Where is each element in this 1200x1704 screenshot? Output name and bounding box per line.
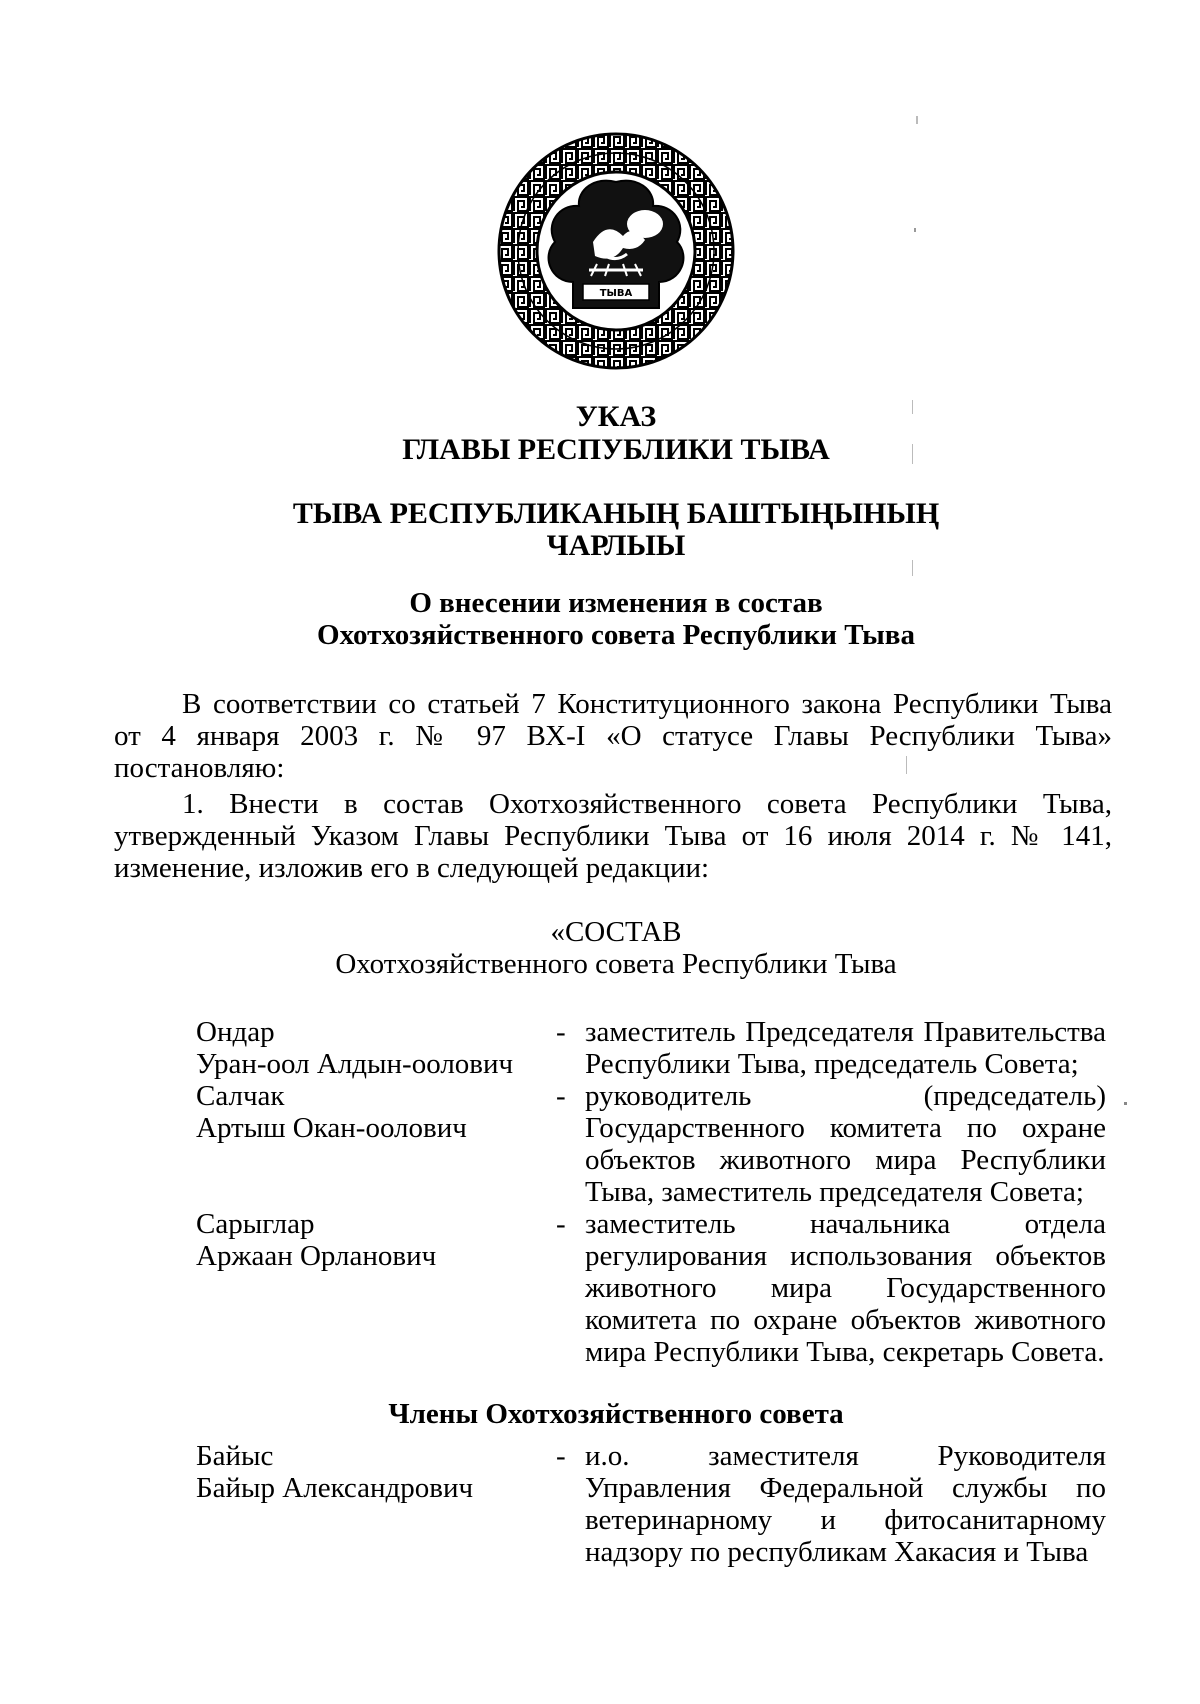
item1-line1: 1. Внести в состав Охотхозяйственного совета Республики Тыва, <box>182 788 1112 820</box>
decree-subject <box>0 587 1200 651</box>
decree-title <box>0 400 1200 466</box>
member-name <box>196 1208 536 1272</box>
composition-heading <box>0 916 1200 980</box>
role-line: Управления Федеральной службы по <box>585 1472 1106 1504</box>
decree-title-line2: ГЛАВЫ РЕСПУБЛИКИ ТЫВА <box>402 433 830 466</box>
scan-speck <box>912 560 913 576</box>
role-line: Республики Тыва, председатель Совета; <box>585 1048 1079 1080</box>
member-surname: Байыс <box>196 1440 274 1472</box>
decree-title-line1: УКАЗ <box>575 400 657 433</box>
role-line: надзору по республикам Хакасия и Тыва <box>585 1536 1089 1568</box>
role-line: заместитель начальника отдела <box>585 1208 1106 1240</box>
preamble-paragraph <box>114 688 1112 784</box>
role-line: регулирования использования объектов <box>585 1240 1106 1272</box>
member-given-names: Байыр Александрович <box>196 1472 474 1504</box>
member-role <box>585 1080 1106 1208</box>
member-surname: Салчак <box>196 1080 285 1112</box>
dash-separator: - <box>556 1208 566 1240</box>
composition-title: «СОСТАВ <box>550 916 682 948</box>
subject-line1: О внесении изменения в состав <box>409 587 823 619</box>
role-line: и.о. заместителя Руководителя <box>585 1440 1106 1472</box>
dash-separator: - <box>556 1080 566 1112</box>
role-line: заместитель Председателя Правительства <box>585 1016 1106 1048</box>
member-surname: Сарыглар <box>196 1208 315 1240</box>
role-line: объектов животного мира Республики <box>585 1144 1106 1176</box>
item1-line3: изменение, изложив его в следующей редакции: <box>114 852 710 884</box>
member-name <box>196 1016 536 1080</box>
role-line: животного мира Государственного <box>585 1272 1106 1304</box>
item1-line2: утвержденный Указом Главы Республики Тыва от 16 июля 2014 г. № 141, <box>114 820 1112 852</box>
member-role <box>585 1016 1106 1080</box>
scan-speck <box>912 444 913 464</box>
scan-speck <box>1124 1102 1127 1105</box>
dash-separator: - <box>556 1016 566 1048</box>
member-surname: Ондар <box>196 1016 275 1048</box>
role-line: комитета по охране объектов животного <box>585 1304 1106 1336</box>
emblem-inscription: ТЫВА <box>599 288 633 299</box>
decree-title-tuvan <box>0 498 1200 562</box>
role-line: руководитель (председатель) <box>585 1080 1106 1112</box>
scan-speck <box>912 400 913 414</box>
scan-speck <box>914 228 916 232</box>
scan-speck <box>916 116 918 124</box>
tuvan-title-line2: ЧАРЛЫЫ <box>546 529 686 562</box>
role-line: Государственного комитета по охране <box>585 1112 1106 1144</box>
tuva-emblem-icon <box>497 132 735 370</box>
tuvan-title-line1: ТЫВА РЕСПУБЛИКАНЫҢ БАШТЫҢЫНЫҢ <box>292 497 940 530</box>
member-given-names: Артыш Окан-оолович <box>196 1112 467 1144</box>
members-heading: Члены Охотхозяйственного совета <box>388 1398 844 1430</box>
role-line: Тыва, заместитель председателя Совета; <box>585 1176 1084 1208</box>
member-role <box>585 1440 1106 1568</box>
composition-subtitle: Охотхозяйственного совета Республики Тыва <box>335 948 897 980</box>
role-line: ветеринарному и фитосанитарному <box>585 1504 1106 1536</box>
dash-separator: - <box>556 1440 566 1472</box>
member-given-names: Аржаан Орланович <box>196 1240 437 1272</box>
member-name <box>196 1080 536 1144</box>
item1-paragraph <box>114 788 1112 884</box>
member-given-names: Уран-оол Алдын-оолович <box>196 1048 514 1080</box>
role-line: мира Республики Тыва, секретарь Совета. <box>585 1336 1105 1368</box>
member-role <box>585 1208 1106 1368</box>
member-name <box>196 1440 536 1504</box>
subject-line2: Охотхозяйственного совета Республики Тыва <box>317 619 915 651</box>
scan-speck <box>906 756 907 774</box>
preamble-line2: от 4 января 2003 г. № 97 ВХ-I «О статусе Главы Республики Тыва» постановляю: <box>114 720 1112 784</box>
preamble-line1: В соответствии со статьей 7 Конституционного закона Республики Тыва <box>182 688 1112 720</box>
